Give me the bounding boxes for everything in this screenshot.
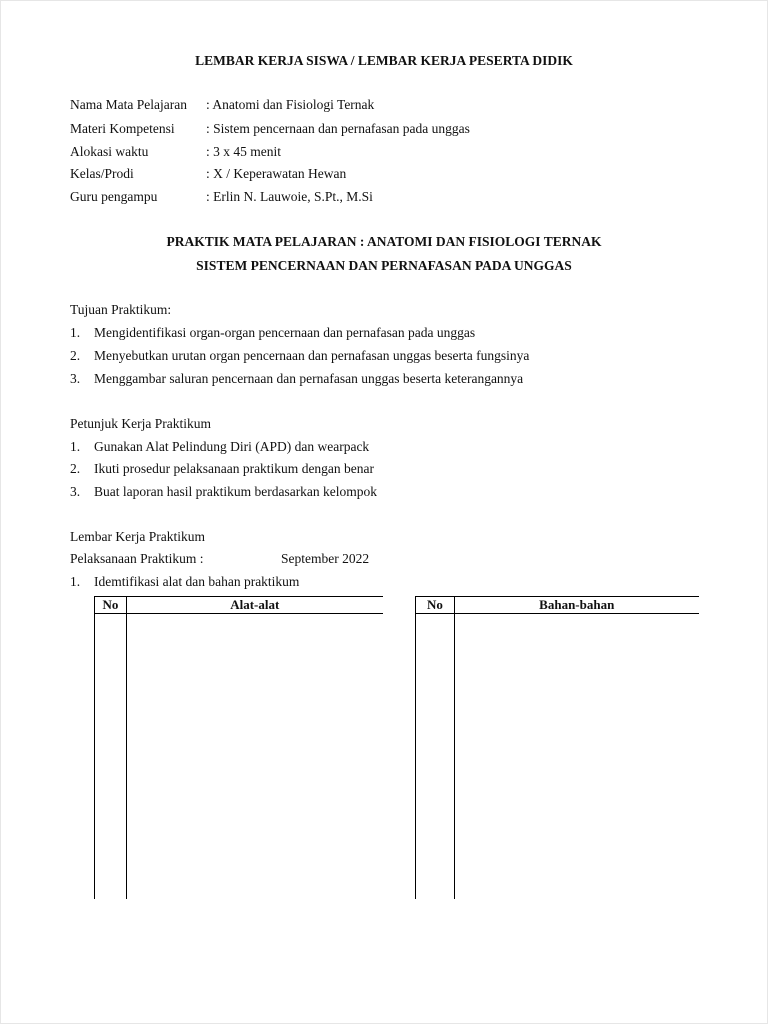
info-value-class: : X / Keperawatan Hewan [206, 166, 347, 181]
info-value-teacher: : Erlin N. Lauwoie, S.Pt., M.Si [206, 189, 373, 204]
info-value-subject: : Anatomi dan Fisiologi Ternak [206, 97, 375, 112]
tujuan-num-3: 3. [70, 371, 81, 386]
pelaksanaan-label: Pelaksanaan Praktikum : [70, 551, 204, 566]
petunjuk-item-3: Buat laporan hasil praktikum berdasarkan kelompok [94, 484, 378, 499]
subtitle-line-1: PRAKTIK MATA PELAJARAN : ANATOMI DAN FISIOLOGI TERNAK [166, 234, 602, 249]
lembar-heading: Lembar Kerja Praktikum [70, 529, 205, 544]
tujuan-num-1: 1. [70, 325, 81, 340]
step-text: Idemtifikasi alat dan bahan praktikum [94, 574, 300, 589]
info-value-time: : 3 x 45 menit [206, 144, 281, 159]
tujuan-item-1: Mengidentifikasi organ-organ pencernaan dan pernafasan pada unggas [94, 325, 476, 340]
petunjuk-heading: Petunjuk Kerja Praktikum [70, 416, 211, 431]
alat-col-name: Alat-alat [127, 597, 383, 614]
bahan-name-cell[interactable] [455, 614, 699, 900]
info-label-competency: Materi Kompetensi [70, 121, 175, 136]
bahan-no-cell[interactable] [416, 614, 455, 900]
petunjuk-num-2: 2. [70, 461, 81, 476]
step-num: 1. [70, 574, 81, 589]
bahan-table [415, 596, 699, 899]
alat-no-cell[interactable] [95, 614, 127, 900]
petunjuk-item-2: Ikuti prosedur pelaksanaan praktikum dengan benar [94, 461, 375, 476]
alat-name-cell[interactable] [127, 614, 383, 900]
info-label-teacher: Guru pengampu [70, 189, 158, 204]
subtitle-line-2: SISTEM PENCERNAAN DAN PERNAFASAN PADA UNGGAS [196, 258, 572, 273]
bahan-col-no: No [416, 597, 455, 614]
petunjuk-num-1: 1. [70, 439, 81, 454]
petunjuk-num-3: 3. [70, 484, 81, 499]
pelaksanaan-date: September 2022 [281, 551, 370, 566]
tujuan-heading: Tujuan Praktikum: [70, 302, 172, 317]
bahan-col-name: Bahan-bahan [455, 597, 699, 614]
petunjuk-item-1: Gunakan Alat Pelindung Diri (APD) dan wearpack [94, 439, 370, 454]
info-label-subject: Nama Mata Pelajaran [70, 97, 187, 112]
tujuan-item-2: Menyebutkan urutan organ pencernaan dan pernafasan unggas beserta fungsinya [94, 348, 530, 363]
info-value-competency: : Sistem pencernaan dan pernafasan pada unggas [206, 121, 470, 136]
document-title: LEMBAR KERJA SISWA / LEMBAR KERJA PESERTA DIDIK [195, 53, 573, 68]
tujuan-item-3: Menggambar saluran pencernaan dan pernafasan unggas beserta keterangannya [94, 371, 524, 386]
info-label-class: Kelas/Prodi [70, 166, 134, 181]
tujuan-num-2: 2. [70, 348, 81, 363]
info-label-time: Alokasi waktu [70, 144, 149, 159]
alat-table [94, 596, 383, 899]
alat-col-no: No [95, 597, 127, 614]
